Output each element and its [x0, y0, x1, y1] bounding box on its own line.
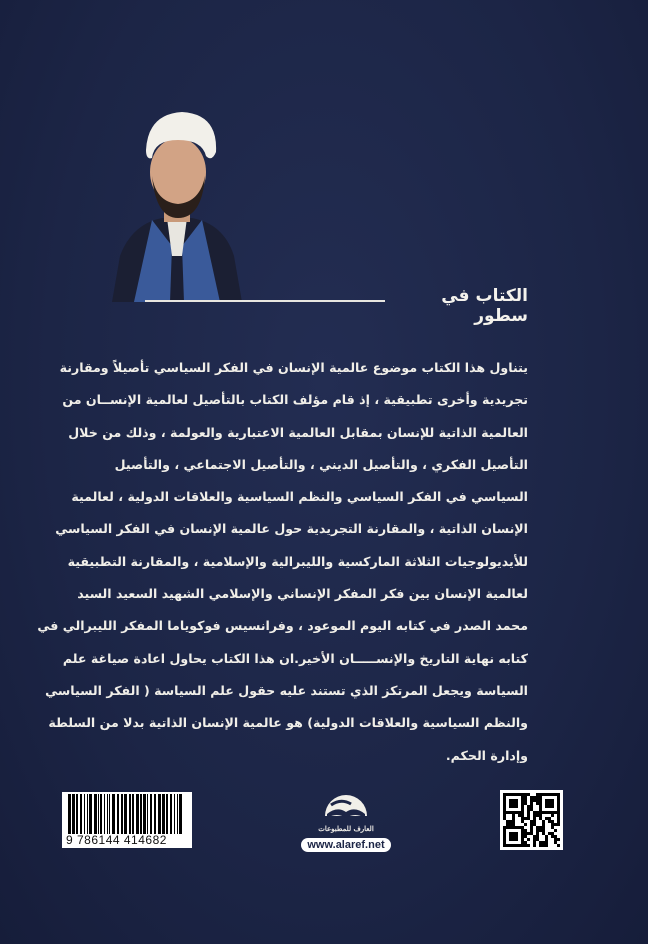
- qr-module: [506, 820, 509, 823]
- qr-module: [524, 796, 527, 799]
- qr-module: [530, 805, 533, 808]
- qr-module: [509, 820, 512, 823]
- barcode-bar: [72, 794, 75, 834]
- qr-finder: [545, 799, 554, 808]
- qr-module: [533, 817, 536, 820]
- summary-line: التأصيل الفكري ، والتأصيل الديني ، والتأصيل الاجتماعي ، والتأصيل: [114, 456, 528, 472]
- heading-rule: [145, 300, 385, 302]
- summary-line: للأيديولوجيات الثلاثة الماركسية والليبرالية والإسلامية ، والمقارنة التطبيقية: [67, 553, 528, 569]
- barcode-bar: [68, 794, 71, 834]
- qr-module: [551, 823, 554, 826]
- qr-module: [530, 826, 533, 829]
- qr-module: [530, 802, 533, 805]
- qr-module: [524, 793, 527, 796]
- qr-module: [542, 841, 545, 844]
- qr-module: [512, 817, 515, 820]
- qr-finder: [509, 832, 518, 841]
- qr-module: [533, 799, 536, 802]
- open-book-icon: [321, 792, 371, 820]
- qr-module: [527, 832, 530, 835]
- qr-module: [512, 814, 515, 817]
- qr-module: [533, 838, 536, 841]
- qr-module: [542, 820, 545, 823]
- qr-module: [530, 808, 533, 811]
- qr-module: [539, 817, 542, 820]
- summary-line: والنظم السياسية والعلاقات الدولية) هو عالمية الإنسان الذاتية بدلا من السلطة: [48, 715, 528, 731]
- qr-module: [554, 829, 557, 832]
- barcode-bar: [87, 794, 88, 834]
- qr-module: [530, 796, 533, 799]
- barcode-bar: [177, 794, 178, 834]
- qr-pattern: [500, 790, 563, 850]
- summary-line: السياسة ويجعل المرتكز الذي تستند عليه حقول علم السياسة ( الفكر السياسي: [45, 682, 528, 698]
- qr-module: [527, 808, 530, 811]
- barcode-bar: [136, 794, 139, 834]
- qr-module: [542, 829, 545, 832]
- qr-module: [542, 823, 545, 826]
- qr-module: [530, 829, 533, 832]
- qr-module: [533, 814, 536, 817]
- qr-module: [545, 844, 548, 847]
- qr-module: [533, 820, 536, 823]
- qr-module: [527, 817, 530, 820]
- qr-module: [521, 817, 524, 820]
- qr-module: [557, 823, 560, 826]
- section-heading: الكتاب في سطور: [441, 286, 528, 326]
- summary-line: السياسي في الفكر السياسي والنظم السياسية والعلاقات الدولية ، لعالمية: [71, 489, 528, 505]
- qr-module: [536, 814, 539, 817]
- qr-module: [530, 823, 533, 826]
- qr-module: [536, 838, 539, 841]
- barcode-bar: [124, 794, 127, 834]
- summary-line: الإنسان الذاتية ، والمقارنة التجريدية حول عالمية الإنسان في الفكر السياسي: [55, 521, 528, 537]
- qr-module: [533, 823, 536, 826]
- qr-module: [536, 802, 539, 805]
- qr-module: [524, 823, 527, 826]
- qr-module: [539, 829, 542, 832]
- qr-module: [524, 829, 527, 832]
- qr-module: [548, 832, 551, 835]
- barcode-bar: [162, 794, 165, 834]
- qr-module: [545, 841, 548, 844]
- summary-line: لعالمية الإنسان بين فكر المفكر الإنساني والإسلامي الشهيد السعيد السيد: [77, 586, 528, 602]
- qr-module: [512, 823, 515, 826]
- qr-module: [503, 817, 506, 820]
- qr-module: [536, 829, 539, 832]
- qr-finder: [509, 799, 518, 808]
- qr-module: [533, 835, 536, 838]
- barcode-bar: [104, 794, 105, 834]
- qr-module: [551, 826, 554, 829]
- barcode-bars: [68, 794, 188, 834]
- qr-module: [521, 820, 524, 823]
- qr-module: [524, 832, 527, 835]
- publisher-url[interactable]: www.alaref.net: [301, 838, 390, 852]
- barcode-bar: [84, 794, 85, 834]
- qr-module: [506, 823, 509, 826]
- summary-line: محمد الصدر في كتابه اليوم الموعود ، وفرانسيس فوكوياما المفكر الليبرالي في: [37, 618, 528, 634]
- qr-module: [524, 835, 527, 838]
- qr-module: [536, 826, 539, 829]
- barcode-bar: [100, 794, 102, 834]
- qr-module: [554, 835, 557, 838]
- qr-module: [542, 844, 545, 847]
- qr-module: [548, 817, 551, 820]
- qr-module: [557, 820, 560, 823]
- qr-module: [527, 814, 530, 817]
- qr-module: [539, 826, 542, 829]
- publisher-logo-text: العارف للمطبوعات: [318, 824, 374, 833]
- qr-module: [545, 838, 548, 841]
- qr-module: [536, 793, 539, 796]
- qr-module: [557, 817, 560, 820]
- qr-module: [557, 838, 560, 841]
- qr-module: [527, 811, 530, 814]
- qr-module: [524, 841, 527, 844]
- qr-module: [539, 844, 542, 847]
- qr-code: [500, 790, 563, 850]
- qr-module: [527, 838, 530, 841]
- qr-module: [518, 814, 521, 817]
- book-summary: [37, 352, 528, 772]
- qr-module: [557, 844, 560, 847]
- barcode-bar: [121, 794, 123, 834]
- qr-module: [524, 844, 527, 847]
- barcode-bar: [147, 794, 148, 834]
- qr-module: [551, 820, 554, 823]
- barcode-bar: [158, 794, 161, 834]
- qr-module: [542, 826, 545, 829]
- qr-module: [545, 817, 548, 820]
- author-portrait: [112, 106, 242, 302]
- qr-module: [554, 823, 557, 826]
- qr-module: [530, 799, 533, 802]
- qr-module: [551, 814, 554, 817]
- summary-line: كتابه نهاية التاريخ والإنســـــان الأخير.ان هذا الكتاب يحاول اعادة صياغة علم: [62, 650, 528, 666]
- qr-module: [509, 823, 512, 826]
- barcode-bar: [109, 794, 110, 834]
- barcode-bar: [154, 794, 156, 834]
- qr-module: [548, 820, 551, 823]
- barcode-bar: [89, 794, 92, 834]
- qr-module: [533, 796, 536, 799]
- qr-module: [533, 811, 536, 814]
- barcode-bar: [117, 794, 119, 834]
- summary-line: وإدارة الحكم.: [445, 747, 528, 763]
- qr-module: [503, 814, 506, 817]
- qr-module: [533, 844, 536, 847]
- summary-line: تجريدية وأخرى تطبيقية ، إذ قام مؤلف الكتاب بالتأصيل لعالمية الإنســان من: [62, 392, 528, 408]
- qr-module: [536, 796, 539, 799]
- qr-module: [524, 817, 527, 820]
- summary-line: العالمية الذاتية للإنسان بمقابل العالمية الاعتبارية والعولمة ، وذلك من خلال: [68, 424, 528, 440]
- barcode-bar: [170, 794, 172, 834]
- qr-module: [551, 832, 554, 835]
- isbn-barcode: [62, 792, 192, 848]
- qr-module: [539, 814, 542, 817]
- barcode-bar: [107, 794, 108, 834]
- qr-module: [536, 799, 539, 802]
- qr-module: [554, 841, 557, 844]
- qr-module: [536, 811, 539, 814]
- qr-module: [527, 844, 530, 847]
- barcode-bar: [179, 794, 182, 834]
- qr-module: [512, 820, 515, 823]
- qr-module: [524, 802, 527, 805]
- barcode-bar: [80, 794, 82, 834]
- barcode-bar: [166, 794, 168, 834]
- barcode-bar: [132, 794, 134, 834]
- barcode-bar: [150, 794, 152, 834]
- qr-module: [557, 814, 560, 817]
- qr-module: [536, 832, 539, 835]
- qr-module: [530, 820, 533, 823]
- qr-module: [524, 799, 527, 802]
- barcode-bar: [94, 794, 97, 834]
- barcode-bar: [140, 794, 142, 834]
- barcode-bar: [98, 794, 99, 834]
- barcode-bar: [76, 794, 78, 834]
- isbn-number: 9 786144 414682: [66, 833, 167, 847]
- qr-module: [539, 841, 542, 844]
- barcode-bar: [174, 794, 175, 834]
- qr-module: [554, 838, 557, 841]
- qr-module: [527, 793, 530, 796]
- qr-module: [530, 832, 533, 835]
- qr-module: [533, 841, 536, 844]
- qr-module: [536, 835, 539, 838]
- qr-module: [542, 832, 545, 835]
- qr-module: [527, 805, 530, 808]
- barcode-bar: [129, 794, 131, 834]
- barcode-bar: [112, 794, 115, 834]
- qr-module: [521, 814, 524, 817]
- barcode-bar: [143, 794, 146, 834]
- qr-module: [545, 835, 548, 838]
- qr-module: [551, 835, 554, 838]
- summary-line: يتناول هذا الكتاب موضوع عالمية الإنسان في الفكر السياسي تأصيلاً ومقارنة: [59, 360, 528, 375]
- publisher-logo: [298, 792, 394, 856]
